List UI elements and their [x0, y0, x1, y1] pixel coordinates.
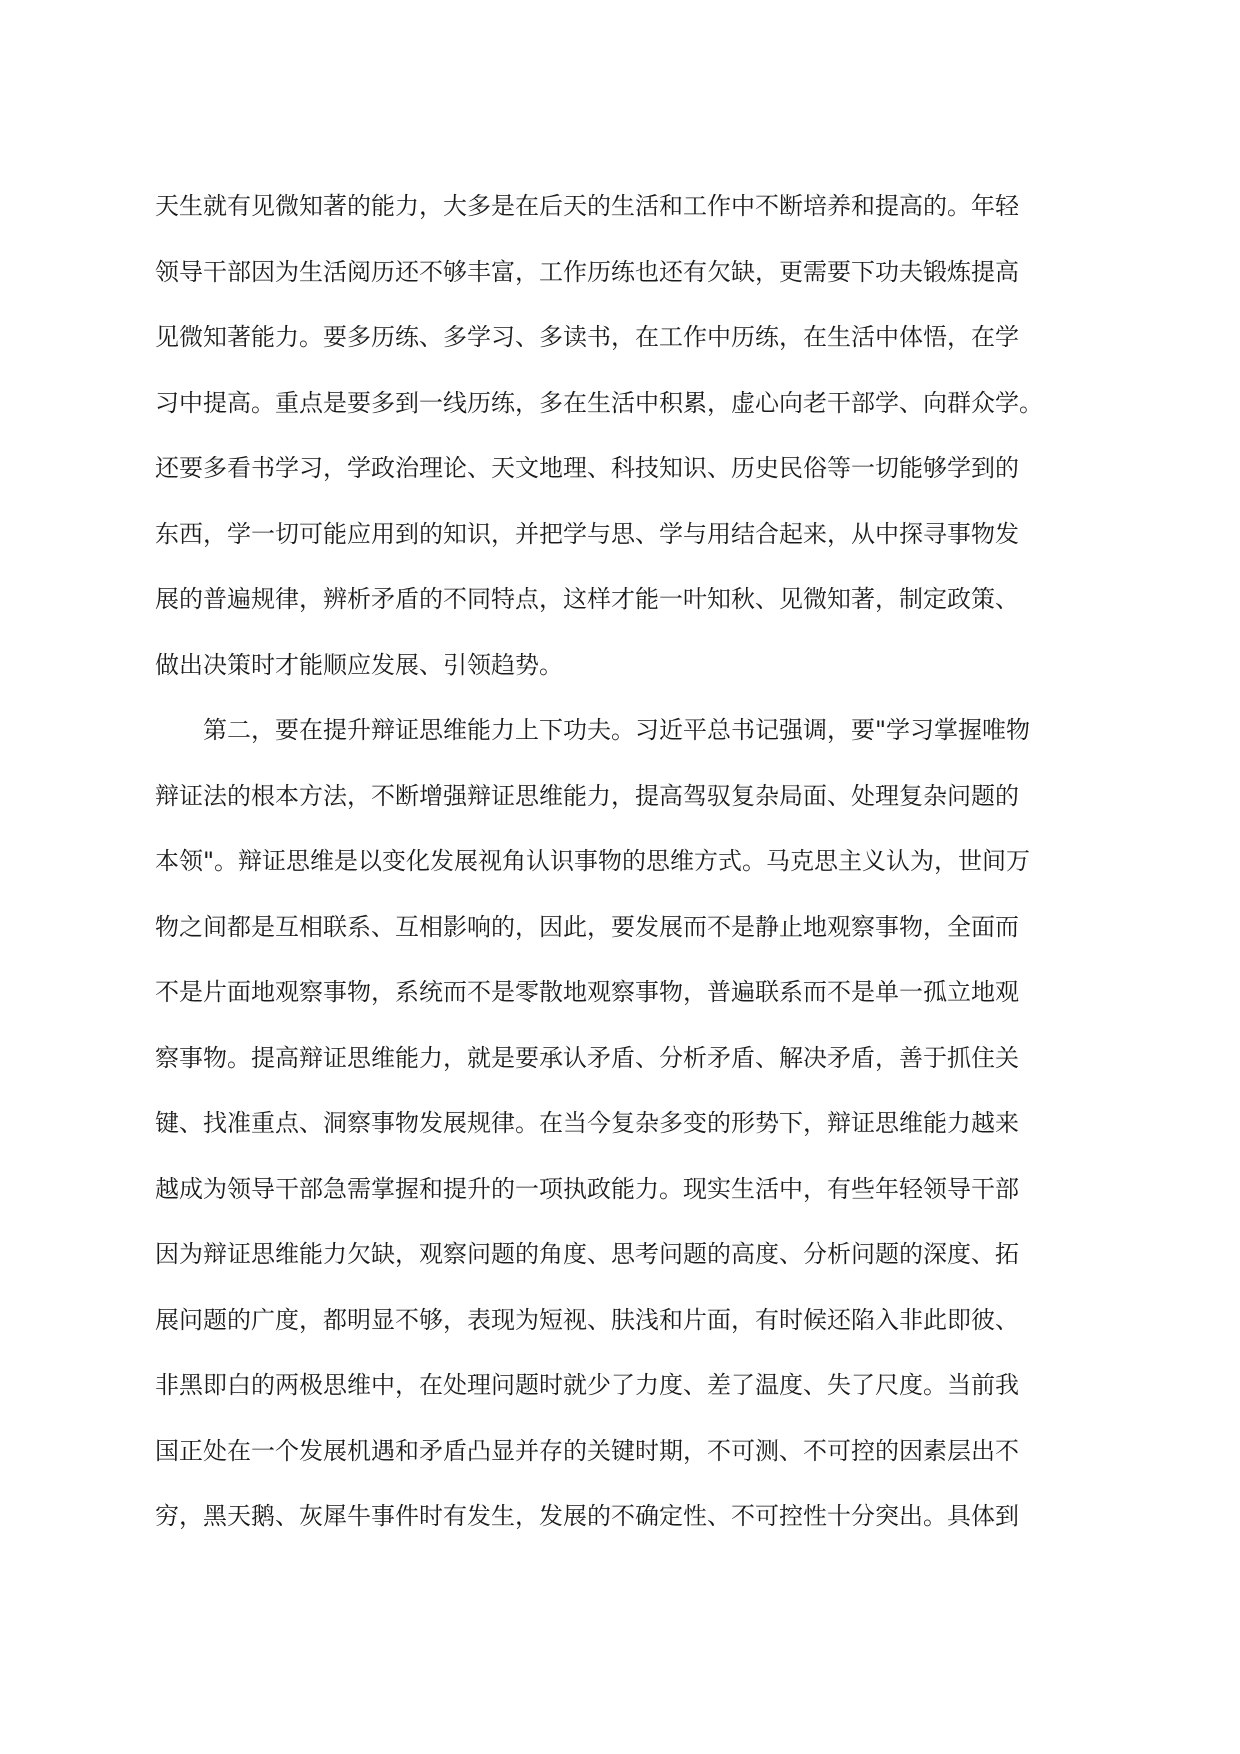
paragraph-start-line: 第二，要在提升辩证思维能力上下功夫。习近平总书记强调，要"学习掌握唯物 — [203, 716, 1031, 744]
text-line: 做出决策时才能顺应发展、引领趋势。 — [155, 650, 563, 679]
text-line: 越成为领导干部急需掌握和提升的一项执政能力。现实生活中，有些年轻领导干部 — [155, 1174, 1019, 1203]
text-line: 物之间都是互相联系、互相影响的，因此，要发展而不是静止地观察事物，全面而 — [155, 912, 1019, 941]
text-line: 因为辩证思维能力欠缺，观察问题的角度、思考问题的高度、分析问题的深度、拓 — [155, 1240, 1019, 1268]
text-line: 不是片面地观察事物，系统而不是零散地观察事物，普遍联系而不是单一孤立地观 — [155, 978, 1019, 1006]
text-line: 察事物。提高辩证思维能力，就是要承认矛盾、分析矛盾、解决矛盾，善于抓住关 — [155, 1043, 1019, 1072]
text-line: 领导干部因为生活阅历还不够丰富，工作历练也还有欠缺，更需要下功夫锻炼提高 — [155, 257, 1019, 286]
text-line: 键、找准重点、洞察事物发展规律。在当今复杂多变的形势下，辩证思维能力越来 — [155, 1109, 1019, 1137]
text-line: 天生就有见微知著的能力，大多是在后天的生活和工作中不断培养和提高的。年轻 — [155, 192, 1019, 220]
text-line: 穷，黑天鹅、灰犀牛事件时有发生，发展的不确定性、不可控性十分突出。具体到 — [155, 1502, 1019, 1530]
body-text — [155, 188, 1055, 1564]
text-line: 展的普遍规律，辨析矛盾的不同特点，这样才能一叶知秋、见微知著，制定政策、 — [155, 585, 1019, 613]
text-line: 还要多看书学习，学政治理论、天文地理、科技知识、历史民俗等一切能够学到的 — [155, 454, 1019, 482]
text-line: 展问题的广度，都明显不够，表现为短视、肤浅和片面，有时候还陷入非此即彼、 — [155, 1305, 1019, 1334]
text-line: 本领"。辩证思维是以变化发展视角认识事物的思维方式。马克思主义认为，世间万 — [155, 847, 1031, 875]
text-line: 国正处在一个发展机遇和矛盾凸显并存的关键时期，不可测、不可控的因素层出不 — [155, 1436, 1019, 1465]
text-line: 见微知著能力。要多历练、多学习、多读书，在工作中历练，在生活中体悟，在学 — [155, 323, 1019, 351]
text-line: 辩证法的根本方法，不断增强辩证思维能力，提高驾驭复杂局面、处理复杂问题的 — [155, 781, 1019, 810]
text-line: 习中提高。重点是要多到一线历练，多在生活中积累，虚心向老干部学、向群众学。 — [155, 388, 1043, 417]
text-line: 东西，学一切可能应用到的知识，并把学与思、学与用结合起来，从中探寻事物发 — [155, 519, 1019, 548]
text-line: 非黑即白的两极思维中，在处理问题时就少了力度、差了温度、失了尺度。当前我 — [155, 1371, 1019, 1399]
